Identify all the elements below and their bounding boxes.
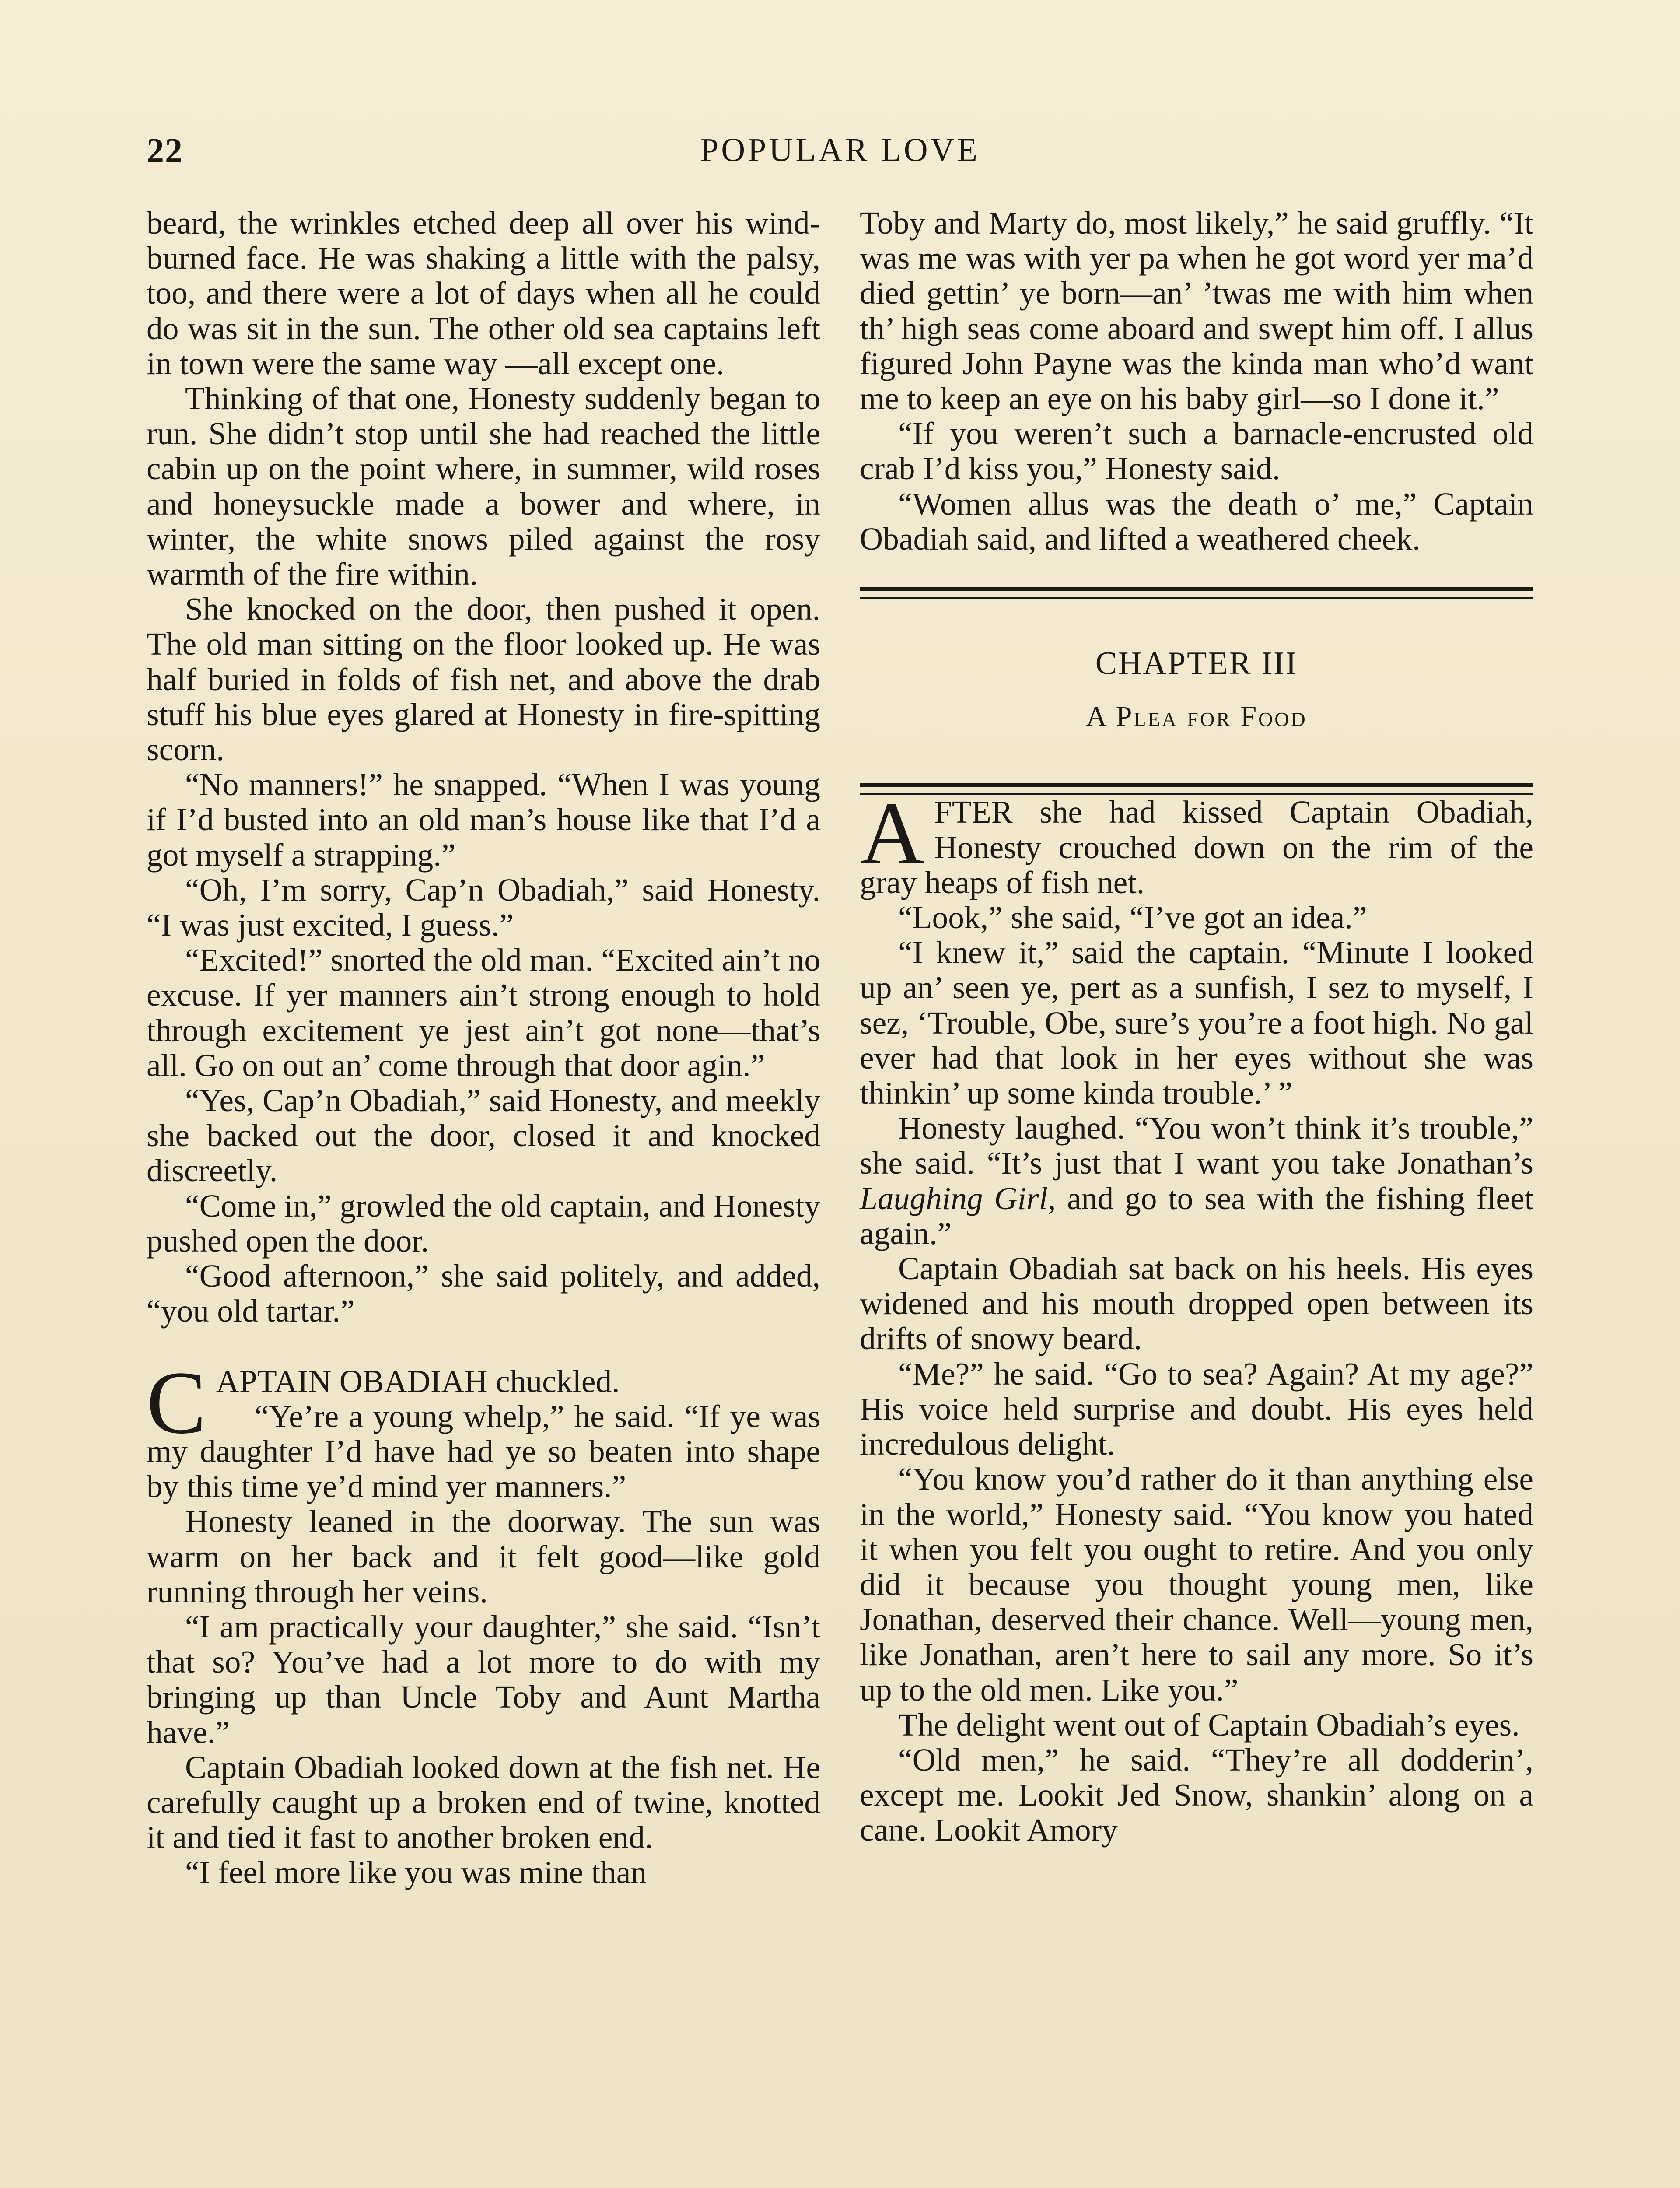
chapter-subtitle: A Plea for Food bbox=[1086, 701, 1307, 733]
drop-cap: A bbox=[860, 784, 925, 884]
paragraph: The delight went out of Captain Obadiah’s eyes. bbox=[898, 1707, 1520, 1743]
boat-name: Laughing Girl, bbox=[860, 1180, 1056, 1216]
paragraph: Captain Obadiah looked down at the fish net. He carefully caught up a broken end of twine, knotted it and tied it fast to another broken end. bbox=[147, 1749, 820, 1855]
paragraph: “I feel more like you was mine than bbox=[185, 1855, 647, 1890]
paragraph: “Look,” she said, “I’ve got an idea.” bbox=[898, 900, 1367, 936]
paragraph: “You know you’d rather do it than anything else in the world,” Honesty said. “You know you hated it when you felt you ought to retire. And you only did it because you thought young men, like Jonathan, deserved their chance. Well—young men, like Jonathan, aren’t here to sail any more. So it’s up to the old men. Like you.” bbox=[860, 1461, 1533, 1708]
paragraph: “Old men,” he said. “They’re all dodderin’, except me. Lookit Jed Snow, shankin’ along on a cane. Lookit Amory bbox=[860, 1742, 1533, 1848]
paragraph-text: and go to sea with the fishing fleet again.” bbox=[860, 1180, 1533, 1251]
paragraph: “Oh, I’m sorry, Cap’n Obadiah,” said Honesty. “I was just excited, I guess.” bbox=[147, 872, 820, 943]
magazine-title: POPULAR LOVE bbox=[700, 132, 980, 168]
chapter-heading bbox=[860, 587, 1533, 795]
paragraph bbox=[860, 1111, 1533, 1251]
drop-cap: C bbox=[147, 1353, 206, 1452]
chapter-rule-bottom bbox=[860, 783, 1533, 795]
chapter-title: CHAPTER III bbox=[1095, 645, 1298, 682]
paragraph: “Come in,” growled the old captain, and Honesty pushed open the door. bbox=[147, 1188, 820, 1259]
paragraph: “I am practically your daughter,” she said. “Isn’t that so? You’ve had a lot more to do with my bringing up than Uncle Toby and Aunt Martha have.” bbox=[147, 1609, 820, 1750]
paragraph: Captain Obadiah sat back on his heels. His eyes widened and his mouth dropped open between its drifts of snowy beard. bbox=[860, 1251, 1533, 1357]
paragraph-dropcap bbox=[860, 784, 1533, 900]
paragraph: “Ye’re a young whelp,” he said. “If ye was my daughter I’d have had ye so beaten into shape by this time ye’d mind yer manners.” bbox=[147, 1398, 820, 1504]
paragraph: “I knew it,” said the captain. “Minute I looked up an’ seen ye, pert as a sunfish, I sez to myself, I sez, ‘Trouble, Obe, sure’s you’re a foot high. No gal ever had that look in her eyes without she was thinkin’ up some kinda trouble.’ ” bbox=[860, 935, 1533, 1111]
paragraph: “Good afternoon,” she said politely, and added, “you old tartar.” bbox=[147, 1258, 820, 1329]
paragraph: Thinking of that one, Honesty suddenly began to run. She didn’t stop until she had reached the little cabin up on the point where, in summer, wild roses and honeysuckle made a bower and where, in winter, the white snows piled against the rosy warmth of the fire within. bbox=[147, 381, 820, 592]
paragraph: “Women allus was the death o’ me,” Captain Obadiah said, and lifted a weathered cheek. bbox=[860, 486, 1533, 557]
page-number: 22 bbox=[147, 132, 183, 170]
section-break bbox=[147, 1329, 820, 1364]
page-header bbox=[147, 131, 1533, 179]
paragraph: “Excited!” snorted the old man. “Excited ain’t no excuse. If yer manners ain’t strong enough to hold through excitement ye jest ain’t got none—that’s all. Go on out an’ come through that door agin.” bbox=[147, 942, 820, 1083]
paragraph: “Me?” he said. “Go to sea? Again? At my age?” His voice held surprise and doubt. His eyes held incredulous delight. bbox=[860, 1356, 1533, 1462]
paragraph-text: FTER she had kissed Captain Obadiah, Honesty crouched down on the rim of the gray heaps of fish net. bbox=[860, 794, 1533, 900]
left-column bbox=[147, 206, 820, 1890]
paragraph: Honesty leaned in the doorway. The sun was warm on her back and it felt good—like gold running through her veins. bbox=[147, 1504, 820, 1609]
paragraph: “Yes, Cap’n Obadiah,” said Honesty, and meekly she backed out the door, closed it and knocked discreetly. bbox=[147, 1083, 820, 1189]
paragraph: “If you weren’t such a barnacle-encrusted old crab I’d kiss you,” Honesty said. bbox=[860, 416, 1533, 487]
right-column bbox=[860, 206, 1533, 1848]
paragraph-text: Honesty laughed. “You won’t think it’s trouble,” she said. “It’s just that I want you take Jonathan’s bbox=[860, 1110, 1533, 1181]
paragraph: beard, the wrinkles etched deep all over his wind-burned face. He was shaking a little with the palsy, too, and there were a lot of days when all he could do was sit in the sun. The other old sea captains left in town were the same way —all except one. bbox=[147, 205, 820, 381]
paragraph: She knocked on the door, then pushed it open. The old man sitting on the floor looked up. He was half buried in folds of fish net, and above the drab stuff his blue eyes glared at Honesty in fire-spitting scorn. bbox=[147, 591, 820, 768]
chapter-rule-top bbox=[860, 587, 1533, 599]
paragraph: Toby and Marty do, most likely,” he said gruffly. “It was me was with yer pa when he got word yer ma’d died gettin’ ye born—an’ ’twas me with him when th’ high seas come aboard and swept him off. I allus figured John Payne was the kinda man who’d want me to keep an eye on his baby girl—so I done it.” bbox=[860, 205, 1533, 417]
paragraph: “No manners!” he snapped. “When I was young if I’d busted into an old man’s house like that I’d a got myself a strapping.” bbox=[147, 767, 820, 873]
paragraph-text: APTAIN OBADIAH chuckled. bbox=[216, 1363, 620, 1399]
